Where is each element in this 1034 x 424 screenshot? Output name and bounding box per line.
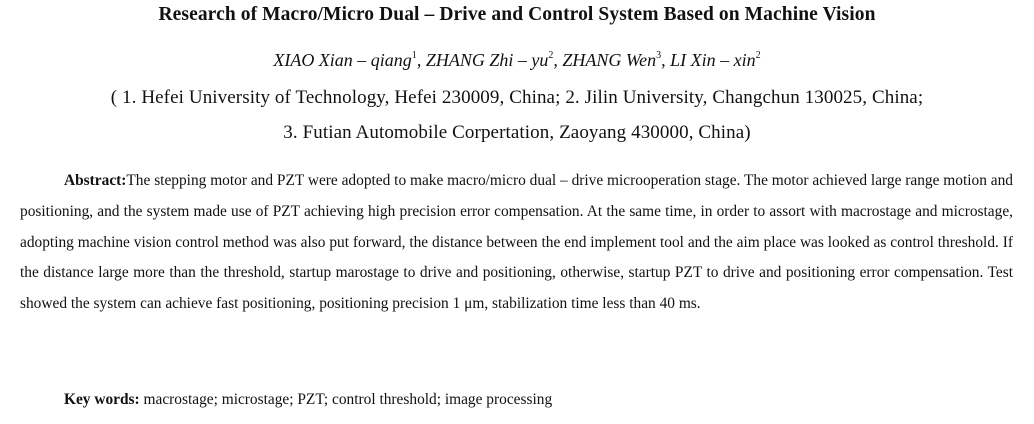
paper-title: Research of Macro/Micro Dual – Drive and Control System Based on Machine Vision: [158, 4, 876, 25]
affiliation-line-1: ( 1. Hefei University of Technology, Hefei 230009, China; 2. Jilin University, Changchun 130025, China;: [110, 87, 924, 108]
abstract-text: The stepping motor and PZT were adopted to make macro/micro dual – drive microoperation stage. The motor achieved large range motion and positioning, and the system made use of PZT achieving high precision error compensation. At the same time, in order to assort with macrostage and microstage, adopting machine vision control method was also put forward, the distance between the end implement tool and the aim place was looked as control threshold. If the distance large more than the threshold, startup marostage to drive and positioning, otherwise, startup PZT to drive and positioning error compensation. Test showed the system can achieve fast positioning, positioning precision 1 μm, stabilization time less than 40 ms.: [20, 172, 1013, 313]
affiliation-line-2: 3. Futian Automobile Corpertation, Zaoyang 430000, China): [283, 122, 751, 143]
author-name: XIAO Xian – qiang: [273, 50, 412, 70]
author-name: ZHANG Wen: [562, 50, 657, 70]
author-affiliation-mark: 2: [755, 50, 761, 61]
abstract-paragraph: [20, 166, 1013, 320]
keywords-line: [64, 391, 552, 409]
author-line: XIAO Xian – qiang$^1$, ZHANG Zhi – $yu^2$, ZHANG Wen$^3$, LI Xin – xin$^2$: [273, 50, 761, 70]
author-affiliation-mark: 1: [411, 50, 417, 61]
keywords-text: macrostage; microstage; PZT; control threshold; image processing: [143, 391, 553, 408]
abstract-label: Abstract:: [64, 172, 127, 189]
author-name: LI Xin – xin: [670, 50, 756, 70]
keywords-label: Key words:: [64, 391, 140, 408]
author-name: ZHANG Zhi – yu: [425, 50, 549, 70]
author-affiliation-mark: 2: [548, 50, 554, 61]
author-affiliation-mark: 3: [656, 50, 662, 61]
